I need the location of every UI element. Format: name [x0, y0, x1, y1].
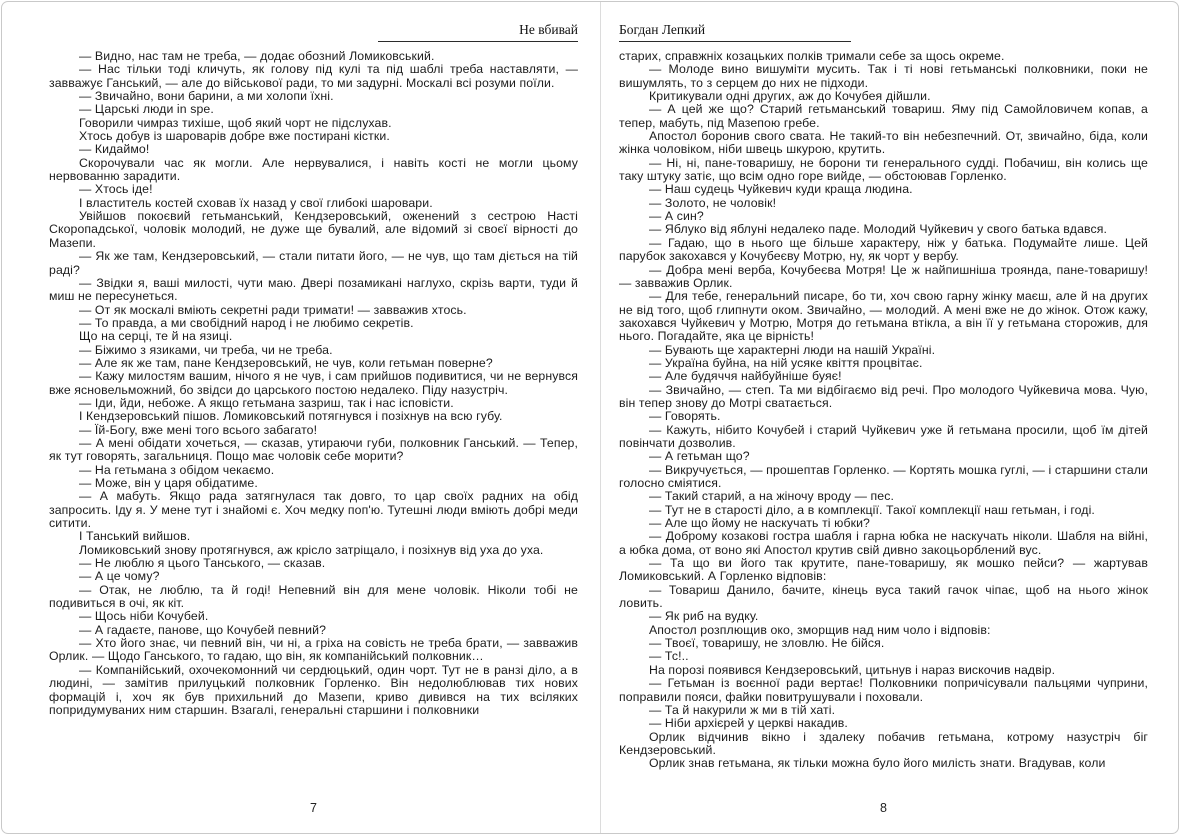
paragraph: — То правда, а ми свобідний народ і не любимо секретів. — [79, 315, 414, 330]
paragraph: — Але як же там, пане Кендзеровський, не чув, коли гетьман поверне? — [79, 355, 493, 370]
paragraph: — А мені обідати хочеться, — сказав, утираючи губи, полковник Ганський. — Тепер, як тут говорять, загальниця. Пощо має чоловік себе морити? — [49, 435, 578, 464]
paragraph: — Нас тільки тоді кличуть, як голову під кулі та під шаблі треба наставляти, — завважує Ганський, — але до військової ради, то ми задурні. Москалі всі розуми поїли. — [49, 62, 578, 90]
running-head-right: Богдан Лепкий — [619, 22, 851, 42]
paragraph: Критикували одні других, аж до Кочубея дійшли. — [649, 89, 931, 104]
paragraph: — Україна буйна, на ній усяке квіття процвітає. — [649, 355, 923, 370]
page-number-left: 7 — [310, 801, 317, 815]
book-spread — [1, 1, 1179, 834]
paragraph: — Тс!.. — [649, 649, 689, 664]
paragraph: Говорили чимраз тихіше, щоб який чорт не підслухав. — [79, 115, 392, 130]
running-head-left: Не вбивай — [378, 22, 578, 42]
paragraph: — Викручується, — прошептав Горленко. — Кортять мошка гуглі, — і старшини стали голосно сміятися. — [619, 462, 1148, 490]
paragraph: Що на серці, те й на язиці. — [79, 329, 233, 344]
paragraph: — Гадаю, що в нього ще більше характеру, ніж у батька. Подумайте лише. Цей парубок закохався у Кочубеєву Мотрю, ну, як чорт у вербу. — [619, 235, 1148, 264]
paragraph: — А це чому? — [79, 569, 160, 584]
paragraph: На порозі появився Кендзеровський, цитьнув і нараз вискочив надвір. — [649, 662, 1056, 677]
paragraph: — Для тебе, генеральний писаре, бо ти, хоч свою гарну жінку маєш, але й на других не від того, щоб глипнути оком. Звичайно, — молодий. А мені вже не до жінок. Отож кажу, закохався Чуйкевич у Мотрю, Мотря до гетьмана втікла, а він її у гетьмана сторожив, для нього. Погадайте, яка це вірність! — [619, 289, 1148, 344]
paragraph: — Щось ніби Кочубей. — [79, 609, 209, 624]
paragraph: — Молоде вино вишуміти мусить. Так і ті нові гетьманські полковники, поки не вишумлять, то з серцем до них не підходи. — [619, 62, 1148, 90]
paragraph: — Кажуть, нібито Кочубей і старий Чуйкевич уже й гетьмана просили, щоб їм дітей повінчати дозволив. — [619, 422, 1148, 450]
paragraph: — На гетьмана з обідом чекаємо. — [79, 462, 275, 477]
paragraph: — Як риб на вудку. — [649, 609, 759, 624]
paragraph: — Видно, нас там не треба, — додає обозний Ломиковський. — [79, 50, 435, 63]
paragraph: — А цей же що? Старий гетьманський товариш. Яму під Самойловичем копав, а тепер, мабуть, під Мазепою гребе. — [619, 102, 1148, 130]
paragraph: Ломиковський знову протягнувся, аж крісло затріщало, і позіхнув від уха до уха. — [79, 542, 544, 557]
paragraph: — Звичайно, — степ. Та ми відбігаємо від речі. Про молодого Чуйкевича мова. Чую, він тепер знову до Мотрі сватається. — [619, 382, 1148, 410]
paragraph: — А мабуть. Якщо рада затягнулася так довго, то цар своїх радних на обід запросить. Іду я. У мене тут і знайомі є. Хоч медку поп'ю. Тутешні люди вміють добрі меди ситити. — [49, 489, 578, 531]
page-number-right: 8 — [880, 801, 887, 815]
page-right-text — [619, 50, 1148, 795]
paragraph: — А гадаєте, панове, що Кочубей певний? — [79, 622, 327, 637]
paragraph: — Товариш Данило, бачите, кінець вуса такий гачок чіпає, щоб на нього жінок ловить. — [619, 582, 1148, 611]
paragraph: — Їй-Богу, вже мені того всього забагато! — [79, 422, 318, 437]
paragraph: — Та й накурили ж ми в тій хаті. — [649, 702, 836, 717]
paragraph: — Ні, ні, пане-товаришу, не борони ти генерального судді. Побачиш, він колись ще таку штуку затіє, що всім одно горе вийде, — обстоював Горленко. — [619, 155, 1148, 184]
paragraph: — Тут не в старості діло, а в комплекції. Такої комплекції наш гетьман, і годі. — [649, 502, 1095, 517]
paragraph: — Кажу милостям вашим, нічого я не чув, і сам прийшов подивитися, чи не вернувся вже ясновельможний, бо звідси до царського постою недалеко. Піду назустріч. — [49, 369, 578, 397]
paragraph: — Хтось іде! — [79, 182, 153, 197]
paragraph: — Хто його знає, чи певний він, чи ні, а гріха на совість не треба брати, — завважив Орлик. — Щодо Ганського, то гадаю, що він, як компанійський полковник… — [49, 636, 578, 664]
paragraph: І властитель костей сховав їх назад у свої глибокі шаровари. — [79, 195, 433, 210]
paragraph: старих, справжніх козацьких полків тримали себе за щось окреме. — [619, 50, 1005, 63]
paragraph: — Царські люди in spe. — [79, 102, 214, 117]
page-right — [601, 2, 1178, 833]
paragraph: — Звідки я, ваші милості, чути маю. Двері позамикані наглухо, скрізь варти, туди й миш не пересунеться. — [49, 275, 578, 304]
paragraph: — Говорять. — [649, 409, 721, 424]
paragraph: — Та що ви його так крутите, пане-товаришу, як мошко пейси? — жартував Ломиковський. А Горленко відповів: — [619, 556, 1148, 584]
paragraph: — Наш судець Чуйкевич куди краща людина. — [649, 182, 913, 197]
paragraph: — Яблуко від яблуні недалеко паде. Молодий Чуйкевич у свого батька вдався. — [649, 222, 1108, 237]
paragraph: — Як же там, Кендзеровський, — стали питати його, — не чув, що там діється на тій раді? — [49, 249, 578, 277]
paragraph: — Бувають ще характерні люди на нашій Україні. — [649, 342, 936, 357]
paragraph: — Такий старий, а на жіночу вроду — пес. — [649, 489, 894, 504]
paragraph: Апостол боронив свого свата. Не такий-то він небезпечний. От, звичайно, біда, коли жінка чоловіком, ніби швець шкурою, крутить. — [619, 129, 1148, 157]
paragraph: — Кидаймо! — [79, 142, 150, 157]
paragraph: — Компанійський, охочекомонний чи сердюцький, один чорт. Тут не в ранзі діло, а в людині, — замітив прилуцький полковник Горленко. Він недолюблював тих нових формацій і, хоч як був прихильний до Мазепи, криво дивився на тих всіляких попридумуваних ним старшин. Взагалі, генеральні старшини і полковники — [49, 662, 578, 717]
paragraph: — Гетьман із воєнної ради вертає! Полковники попричісували пальцями чуприни, поправили пояси, файки повитрушували і поховали. — [619, 676, 1148, 704]
paragraph: Орлик знав гетьмана, як тільки можна було його милість знати. Вгадував, коли — [649, 756, 1106, 771]
paragraph: — Золото, не чоловік! — [649, 195, 777, 210]
paragraph: І Кендзеровський пішов. Ломиковський потягнувся і позіхнув на всю губу. — [79, 409, 503, 424]
paragraph: — Але що йому не наскучать ті юбки? — [649, 516, 871, 531]
paragraph: — Не люблю я цього Танського, — сказав. — [79, 556, 326, 571]
paragraph: — Добра мені верба, Кочубеєва Мотря! Це ж найпишніша троянда, пане-товаришу! — завважив Орлик. — [619, 262, 1148, 290]
paragraph: Хтось добув із шароварів добре вже постирані кістки. — [79, 129, 390, 144]
paragraph: — Ніби архієрей у церкві накадив. — [649, 716, 848, 731]
paragraph: — Отак, не люблю, та й годі! Непевний він для мене чоловік. Ніколи тобі не подивиться в очі, як кіт. — [49, 582, 578, 611]
paragraph: Орлик відчинив вікно і здалеку побачив гетьмана, котрому назустріч біг Кендзеровський. — [619, 729, 1148, 757]
paragraph: — От як москалі вміють секретні ради тримати! — завважив хтось. — [79, 302, 467, 317]
paragraph: — Твоєї, товаришу, не зловлю. Не бійся. — [649, 636, 885, 651]
paragraph: І Танський вийшов. — [79, 529, 191, 544]
paragraph: Увійшов покоєвий гетьманський, Кендзеровський, оженений з сестрою Насті Скоропадської, чоловік молодий, не дуже ще бувалий, але відомий зі своєї вірності до Мазепи. — [49, 209, 578, 250]
paragraph: — Доброму козакові гостра шабля і гарна юбка не наскучать ніколи. Шабля на війні, а юбка дома, от воно які Апостол крутив свій дивно закоцьорблений вус. — [619, 529, 1148, 557]
paragraph: — А син? — [649, 209, 704, 224]
paragraph: — Звичайно, вони барини, а ми холопи їхні. — [79, 89, 334, 104]
paragraph: — Але будяччя найбуйніше буяє! — [649, 369, 842, 384]
paragraph: Апостол розплющив око, зморщив над ним чоло і відповів: — [649, 622, 991, 637]
paragraph: — А гетьман що? — [649, 449, 750, 464]
page-left-text — [49, 50, 578, 795]
paragraph: — Може, він у царя обідатиме. — [79, 476, 258, 490]
paragraph: — Біжимо з язиками, чи треба, чи не треба. — [79, 342, 333, 357]
paragraph: Скорочували час як могли. Але нервувалися, і навіть кості не могли цьому нервованню зарадити. — [49, 155, 578, 184]
paragraph: — Іди, йди, небоже. А якщо гетьмана зазриш, так і нас ісповісти. — [79, 395, 454, 410]
page-left — [2, 2, 601, 833]
